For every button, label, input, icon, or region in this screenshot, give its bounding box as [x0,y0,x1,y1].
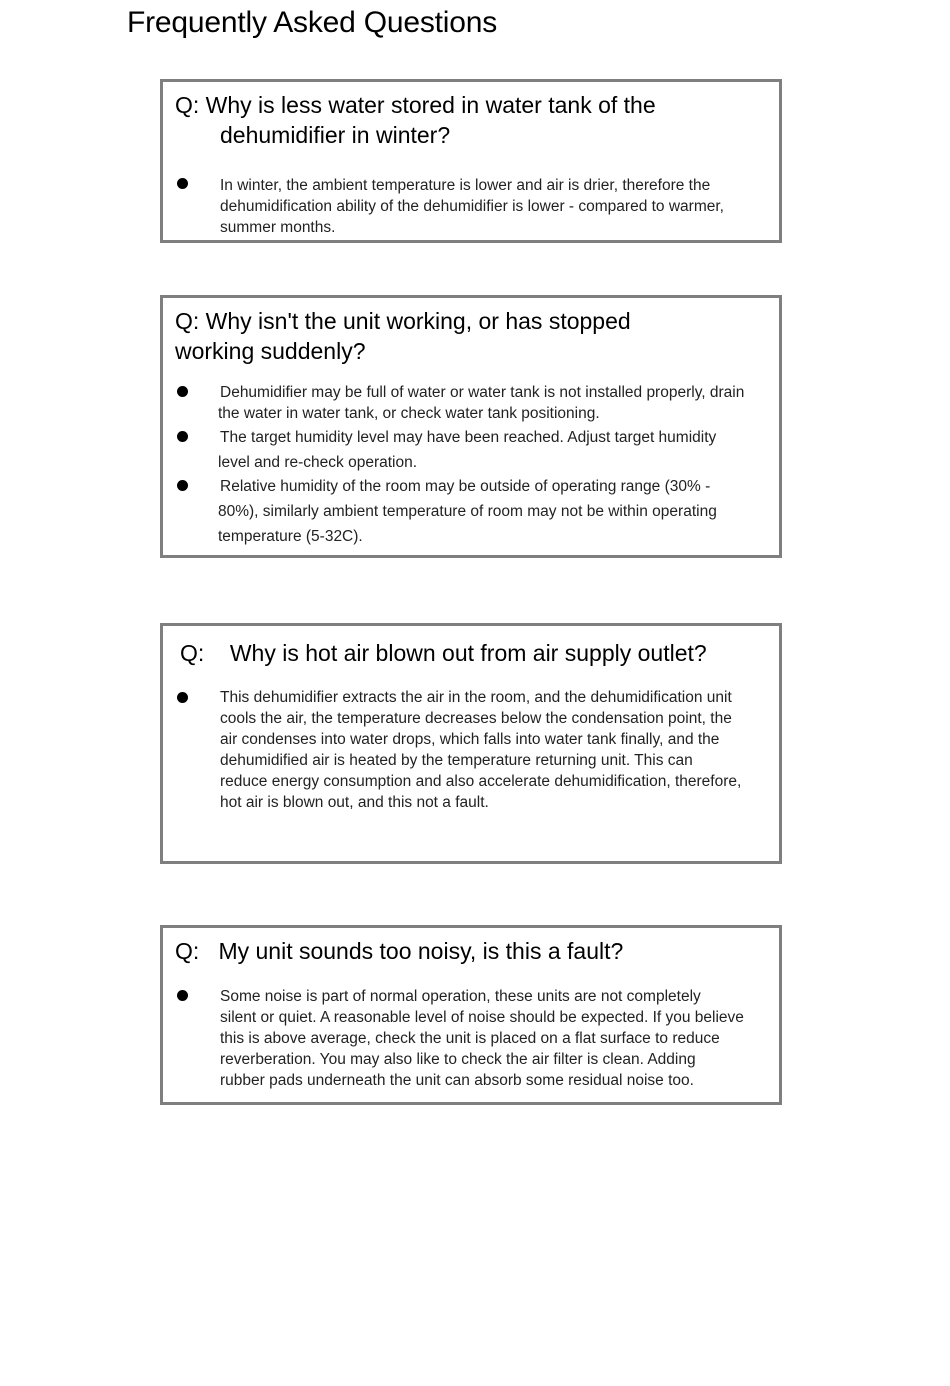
faq-answer-line: level and re-check operation. [218,454,418,471]
faq-answer-line: air condenses into water drops, which falls into water tank finally, and the [220,731,720,748]
page-title: Frequently Asked Questions [127,6,498,39]
faq-answer-line: 80%), similarly ambient temperature of room may not be within operating [218,503,717,520]
faq-answer-line: rubber pads underneath the unit can absorb some residual noise too. [220,1072,694,1089]
bullet-icon [177,990,188,1001]
faq-answer-line: Relative humidity of the room may be outside of operating range (30% - [220,478,711,495]
faq-answer-line: The target humidity level may have been reached. Adjust target humidity [220,429,717,446]
faq-item [160,79,782,243]
bullet-icon [177,178,188,189]
faq-answer-line: reduce energy consumption and also accelerate dehumidification, therefore, [220,773,742,790]
faq-item [160,295,782,558]
faq-answer-line: the water in water tank, or check water tank positioning. [218,405,600,422]
bullet-icon [177,480,188,491]
faq-item [160,925,782,1105]
bullet-icon [177,692,188,703]
faq-answer-line: reverberation. You may also like to check the air filter is clean. Adding [220,1051,696,1068]
faq-question: dehumidifier in winter? [220,122,451,148]
faq-answer-line: temperature (5-32C). [218,528,363,545]
faq-answer-line: summer months. [220,219,336,236]
bullet-icon [177,386,188,397]
faq-answer-line: Dehumidifier may be full of water or water tank is not installed properly, drain [220,384,745,401]
faq-item [160,623,782,864]
faq-answer-line: dehumidified air is heated by the temperature returning unit. This can [220,752,693,769]
faq-answer-line: In winter, the ambient temperature is lower and air is drier, therefore the [220,177,711,194]
faq-question: Q: Why isn't the unit working, or has stopped [175,308,631,334]
faq-question: Q: Why is hot air blown out from air supply outlet? [180,640,707,666]
bullet-icon [177,431,188,442]
faq-answer-line: cools the air, the temperature decreases below the condensation point, the [220,710,732,727]
faq-answer-line: this is above average, check the unit is placed on a flat surface to reduce [220,1030,720,1047]
faq-question: Q: My unit sounds too noisy, is this a fault? [175,938,624,964]
faq-answer-line: dehumidification ability of the dehumidifier is lower - compared to warmer, [220,198,724,215]
faq-answer-line: Some noise is part of normal operation, these units are not completely [220,988,701,1005]
faq-answer-line: silent or quiet. A reasonable level of noise should be expected. If you believe [220,1009,744,1026]
faq-answer-line: hot air is blown out, and this not a fault. [220,794,489,811]
faq-question: working suddenly? [175,338,366,364]
faq-question: Q: Why is less water stored in water tank of the [175,92,656,118]
faq-answer-line: This dehumidifier extracts the air in the room, and the dehumidification unit [220,689,732,706]
